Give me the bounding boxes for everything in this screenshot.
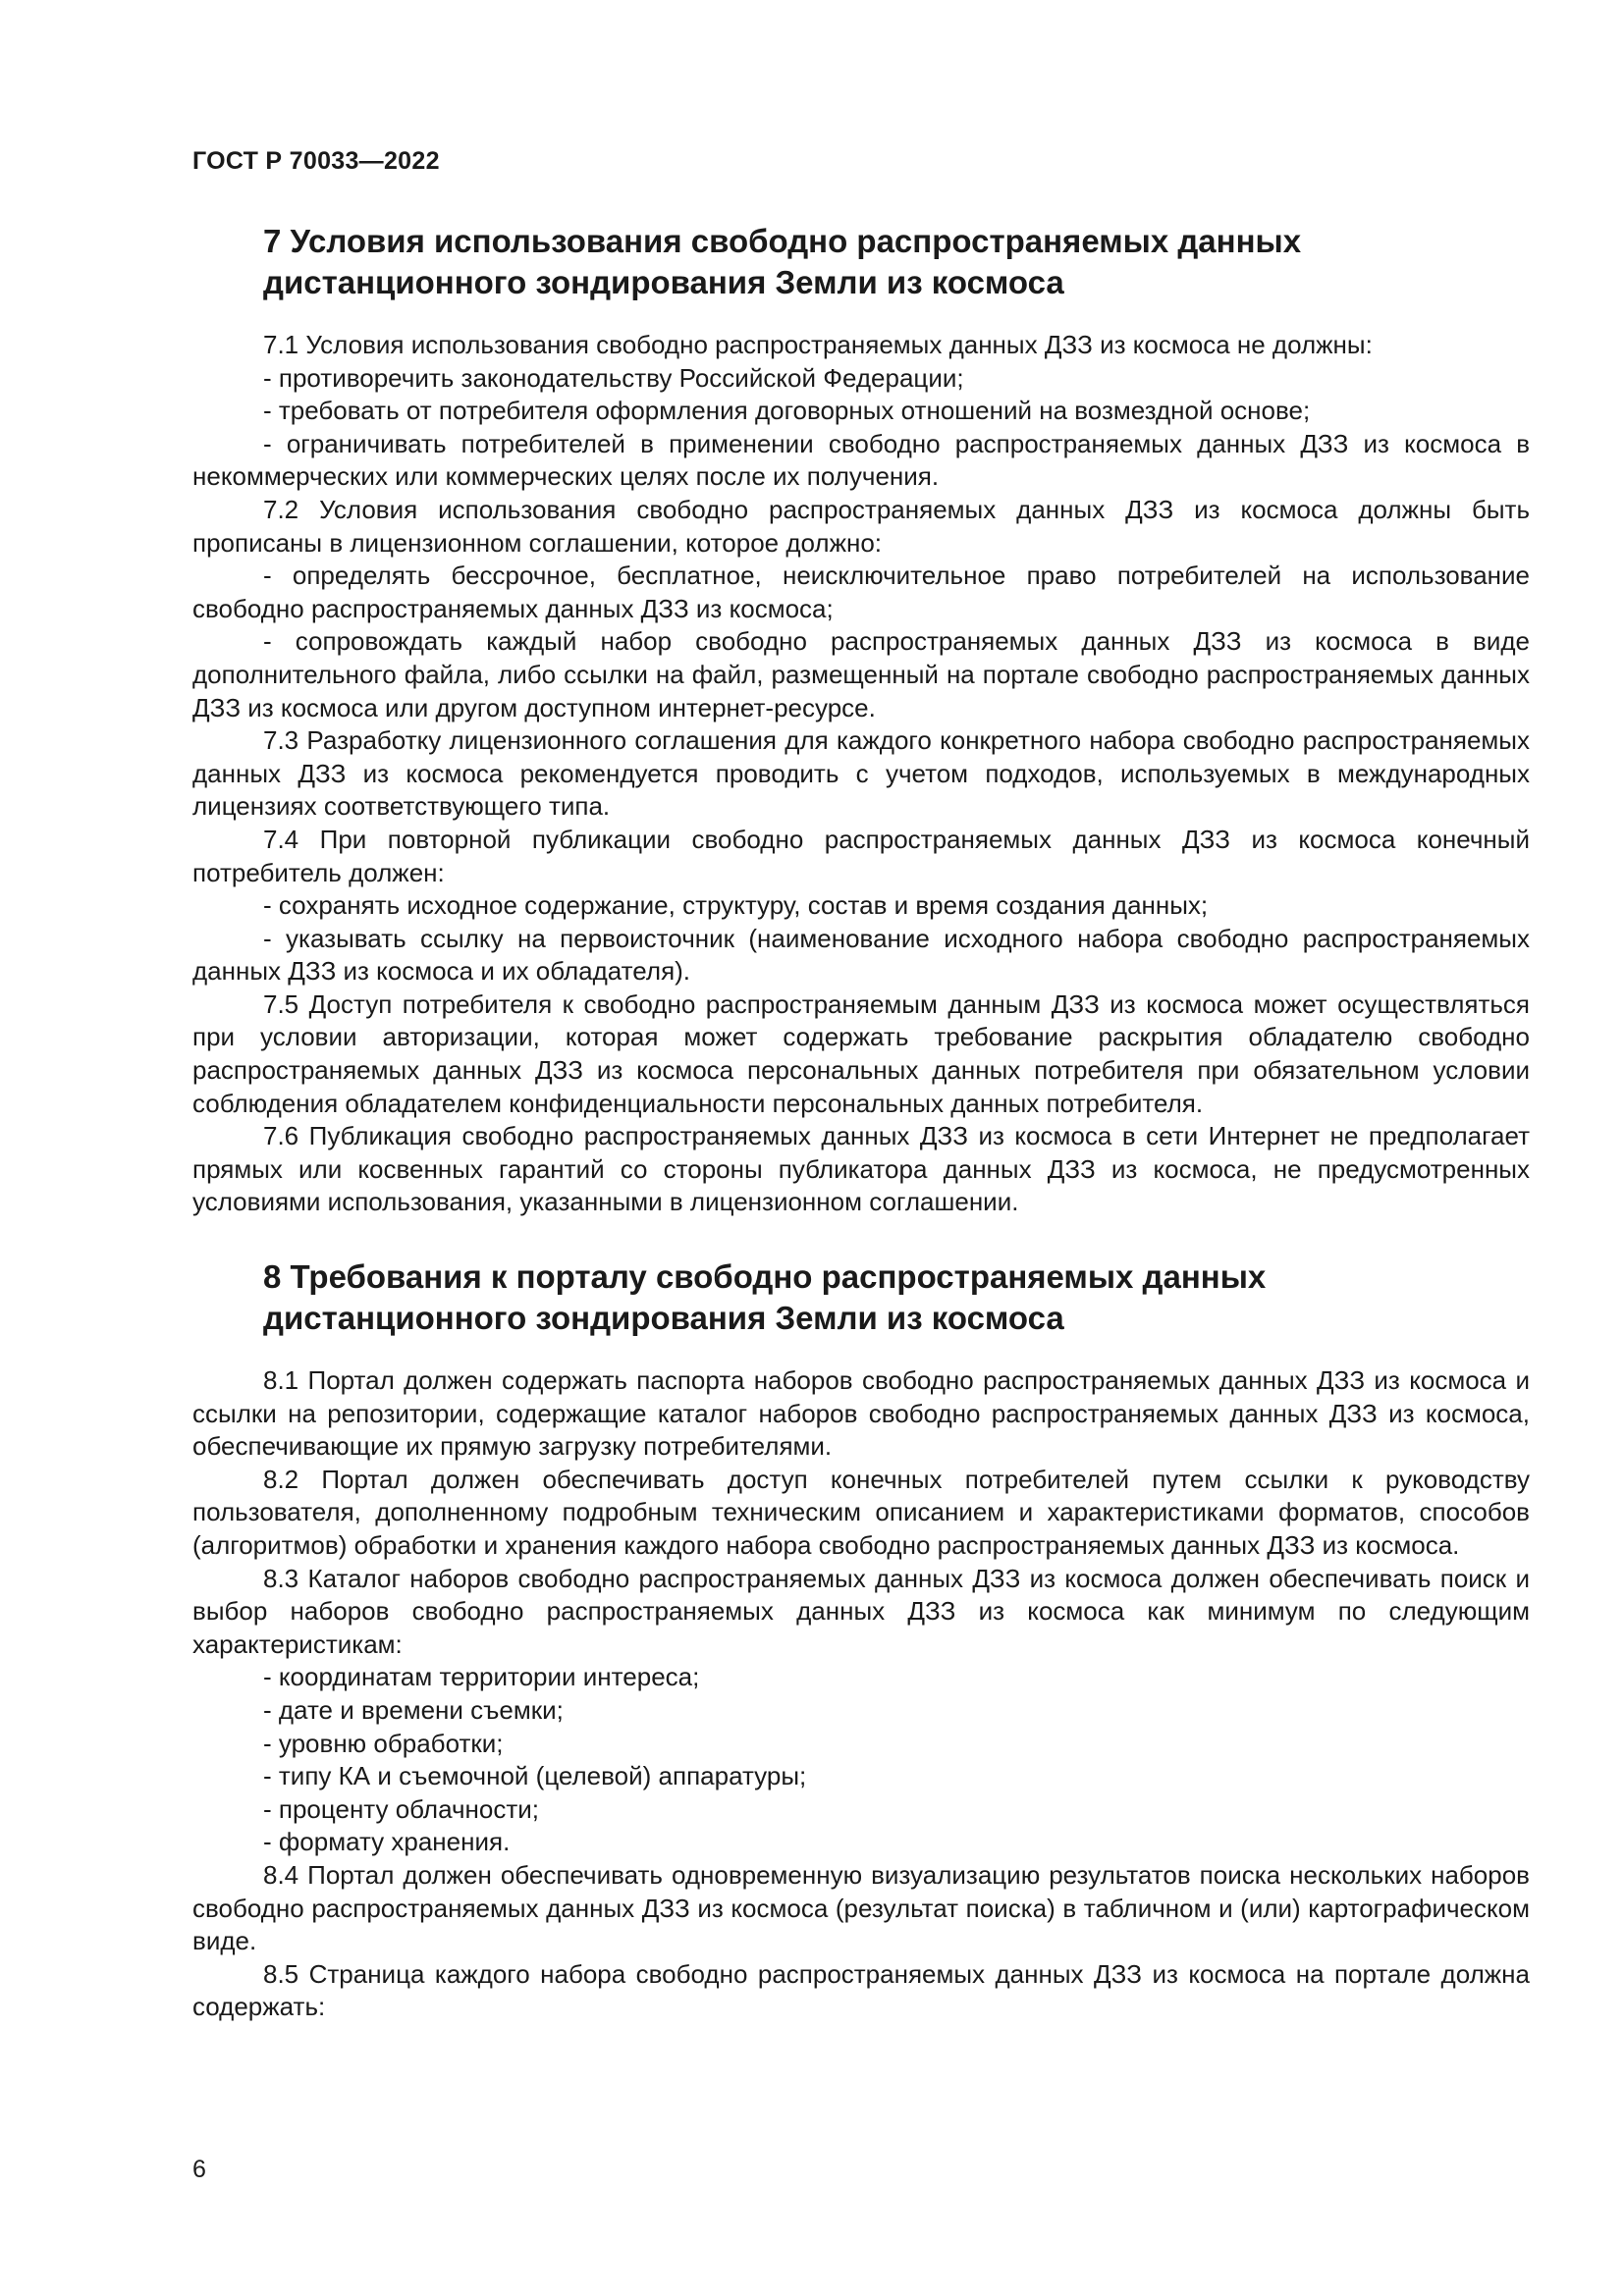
- paragraph-7-2: 7.2 Условия использования свободно распространяемых данных ДЗЗ из космоса должны быть прописаны в лицензионном соглашении, которое должно:: [192, 494, 1530, 558]
- paragraph-8-4: 8.4 Портал должен обеспечивать одновременную визуализацию результатов поиска нескольких наборов свободно распространяемых данных ДЗЗ из космоса (результат поиска) в табличном и (или) картографическом виде.: [192, 1859, 1530, 1956]
- list-item-8-3-a: - координатам территории интереса;: [263, 1662, 700, 1692]
- paragraph-7-1: 7.1 Условия использования свободно распространяемых данных ДЗЗ из космоса не должны:: [263, 330, 1373, 359]
- list-item-7-2-b: - сопровождать каждый набор свободно распространяемых данных ДЗЗ из космоса в виде дополнительного файла, либо ссылки на файл, размещенный на портале свободно распространяемых данных ДЗЗ из космоса или другом доступном интернет-ресурсе.: [192, 626, 1530, 722]
- document-header-code: ГОСТ Р 70033—2022: [192, 147, 440, 175]
- paragraph-8-1: 8.1 Портал должен содержать паспорта наборов свободно распространяемых данных ДЗЗ из космоса и ссылки на репозитории, содержащие каталог наборов свободно распространяемых данных ДЗЗ из космоса, обеспечивающие их прямую загрузку потребителями.: [192, 1365, 1530, 1462]
- list-item-7-4-b: - указывать ссылку на первоисточник (наименование исходного набора свободно распространяемых данных ДЗЗ из космоса и их обладателя).: [192, 923, 1530, 987]
- list-item-8-3-b: - дате и времени съемки;: [263, 1694, 564, 1725]
- list-item-7-2-a: - определять бессрочное, бесплатное, неисключительное право потребителей на использование свободно распространяемых данных ДЗЗ из космоса;: [192, 561, 1530, 623]
- list-item-8-3-d: - типу КА и съемочной (целевой) аппаратуры;: [263, 1761, 807, 1791]
- section-8-heading-line-1: 8 Требования к порталу свободно распространяемых данных: [263, 1258, 1267, 1296]
- paragraph-7-4: 7.4 При повторной публикации свободно распространяемых данных ДЗЗ из космоса конечный потребитель должен:: [192, 824, 1530, 887]
- section-8-heading-line-2: дистанционного зондирования Земли из космоса: [263, 1300, 1064, 1337]
- paragraph-7-6: 7.6 Публикация свободно распространяемых данных ДЗЗ из космоса в сети Интернет не предполагает прямых или косвенных гарантий со стороны публикатора данных ДЗЗ из космоса, не предусмотренных условиями использования, указанными в лицензионном соглашении.: [192, 1121, 1530, 1217]
- section-7-heading-line-1: 7 Условия использования свободно распространяемых данных: [263, 223, 1302, 259]
- list-item-7-1-a: - противоречить законодательству Российской Федерации;: [263, 362, 964, 393]
- document-body: [192, 221, 1530, 2024]
- paragraph-7-3: 7.3 Разработку лицензионного соглашения для каждого конкретного набора свободно распространяемых данных ДЗЗ из космоса рекомендуется проводить с учетом подходов, используемых в международных лицензиях соответствующего типа.: [192, 725, 1530, 822]
- list-item-7-1-b: - требовать от потребителя оформления договорных отношений на возмездной основе;: [263, 396, 1311, 426]
- paragraph-8-3: 8.3 Каталог наборов свободно распространяемых данных ДЗЗ из космоса должен обеспечивать поиск и выбор наборов свободно распространяемых данных ДЗЗ из космоса как минимум по следующим характеристикам:: [192, 1563, 1530, 1659]
- paragraph-7-5: 7.5 Доступ потребителя к свободно распространяемым данным ДЗЗ из космоса может осуществляться при условии авторизации, которая может содержать требование раскрытия обладателю свободно распространяемых данных ДЗЗ из космоса персональных данных потребителя при обязательном условии соблюдения обладателем конфиденциальности персональных данных потребителя.: [192, 988, 1530, 1118]
- paragraph-8-5: 8.5 Страница каждого набора свободно распространяемых данных ДЗЗ из космоса на портале должна содержать:: [192, 1958, 1530, 2022]
- page-number: 6: [192, 2156, 206, 2183]
- list-item-7-1-c: - ограничивать потребителей в применении свободно распространяемых данных ДЗЗ из космоса в некоммерческих или коммерческих целях после их получения.: [192, 428, 1530, 492]
- section-7-heading-line-2: дистанционного зондирования Земли из космоса: [263, 264, 1064, 300]
- section-7-heading: [192, 221, 1530, 303]
- paragraph-8-2: 8.2 Портал должен обеспечивать доступ конечных потребителей путем ссылки к руководству пользователя, дополненному подробным техническим описанием и характеристиками форматов, способов (алгоритмов) обработки и хранения каждого набора свободно распространяемых данных ДЗЗ из космоса.: [192, 1464, 1530, 1560]
- list-item-8-3-c: - уровню обработки;: [263, 1728, 504, 1758]
- list-item-8-3-f: - формату хранения.: [263, 1827, 511, 1857]
- list-item-8-3-e: - проценту облачности;: [263, 1793, 539, 1824]
- list-item-7-4-a: - сохранять исходное содержание, структуру, состав и время создания данных;: [263, 890, 1209, 921]
- section-8-heading: [192, 1256, 1530, 1339]
